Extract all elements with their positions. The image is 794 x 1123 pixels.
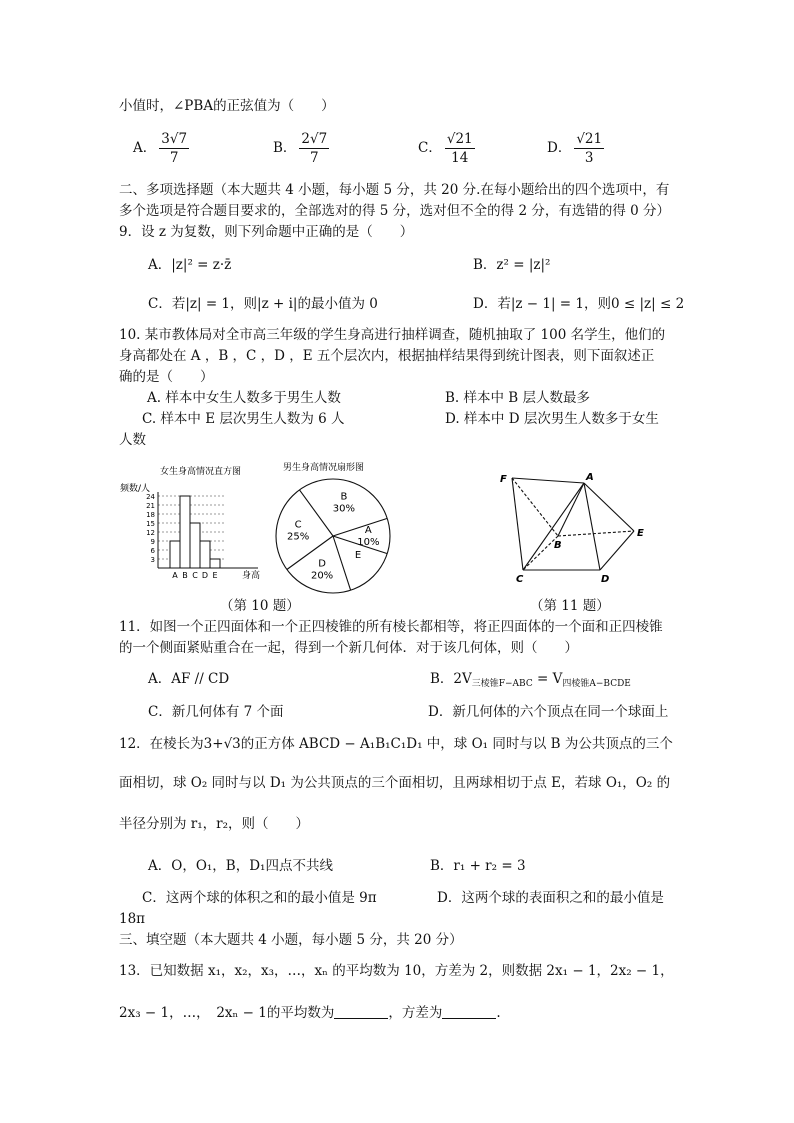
fraction-numerator: 2√7 xyxy=(301,131,328,147)
q13-line1: 13．已知数据 x₁，x₂，x₃，…，xₙ 的平均数为 10，方差为 2，则数据 2x₁ − 1，2x₂ − 1， xyxy=(119,963,674,979)
vertex-label-c: C xyxy=(516,574,524,585)
q9-option-b: B．z² = |z|² xyxy=(473,257,551,273)
pie-category-label: E xyxy=(354,549,362,561)
q10-line2: 身高都处在 A ，B ，C ，D ，E 五个层次内，根据抽样结果得到统计图表，则下面叙述正 xyxy=(119,348,655,364)
y-tick-label: 15 xyxy=(146,520,155,528)
caption-q11: （第 11 题） xyxy=(530,598,610,614)
histogram-y-ticks xyxy=(146,493,155,564)
fraction-denominator: 3 xyxy=(584,150,594,166)
pie-category-label: B xyxy=(340,491,348,503)
q10-option-b: B. 样本中 B 层人数最多 xyxy=(445,390,591,406)
x-tick-label: E xyxy=(212,571,218,580)
section3-heading: 三、填空题（本大题共 4 小题，每小题 5 分，共 20 分） xyxy=(119,932,463,948)
y-tick-label: 12 xyxy=(146,529,155,537)
histogram-bar xyxy=(170,541,180,568)
edge-bc xyxy=(523,536,558,570)
q11-b-main: B．2V xyxy=(430,671,472,687)
histogram-bar xyxy=(180,496,190,568)
q13-line2-text-c: . xyxy=(496,1005,501,1021)
q9-option-d: D．若|z − 1| = 1，则0 ≤ |z| ≤ 2 xyxy=(473,296,685,312)
q8-option-a xyxy=(133,131,192,166)
pie-title: 男生身高情况扇形图 xyxy=(283,463,365,473)
edge-fc xyxy=(512,478,523,570)
q10-line1: 10. 某市教体局对全市高三年级的学生身高进行抽样调查，随机抽取了 100 名学生，他们的 xyxy=(119,327,666,343)
q13-line2 xyxy=(119,1004,501,1022)
histogram xyxy=(120,465,260,581)
histogram-x-label: 身高 xyxy=(242,571,261,581)
y-tick-label: 21 xyxy=(146,502,155,510)
caption-q10: （第 10 题） xyxy=(220,598,300,614)
q12-option-b: B．r₁ + r₂ = 3 xyxy=(430,858,526,874)
q9-option-a: A．|z|² = z·z̄ xyxy=(148,257,232,273)
y-tick-label: 24 xyxy=(146,493,155,501)
q9-option-c: C．若|z| = 1，则|z + i|的最小值为 0 xyxy=(148,296,378,312)
fraction-numerator: √21 xyxy=(576,131,603,147)
q8-option-b xyxy=(273,131,332,166)
vertex-label-a: A xyxy=(586,472,594,483)
q12-line3: 半径分别为 r₁，r₂，则（ ） xyxy=(119,816,310,832)
histogram-x-ticks xyxy=(172,571,217,580)
section2-heading-line1: 二、多项选择题（本大题共 4 小题，每小题 5 分，共 20 分.在每小题给出的四个选项中，有 xyxy=(119,182,670,198)
q9-stem: 9．设 z 为复数，则下列命题中正确的是（ ） xyxy=(119,224,414,240)
edge-ac xyxy=(523,483,584,570)
q11-line1: 11．如图一个正四面体和一个正四棱锥的所有棱长都相等，将正四面体的一个面和正四棱锥 xyxy=(119,619,663,635)
solid-labels xyxy=(500,472,644,585)
x-tick-label: A xyxy=(172,571,178,580)
vertex-label-f: F xyxy=(500,474,507,485)
q11-option-c: C．新几何体有 7 个面 xyxy=(148,704,284,720)
section2-heading-line2: 多个选项是符合题目要求的，全部选对的得 5 分，选对但不全的得 2 分，有选错的得 0 分） xyxy=(119,203,671,219)
fraction-numerator: 3√7 xyxy=(161,131,188,147)
q10-option-d: D. 样本中 D 层次男生人数多于女生 xyxy=(445,411,659,427)
pie-percent-label: 25% xyxy=(286,531,310,543)
option-label: A． xyxy=(133,140,157,156)
q12-option-d: D．这两个球的表面积之和的最小值是 xyxy=(437,890,664,906)
option-label: C． xyxy=(418,140,442,156)
q12-option-a: A．O，O₁，B，D₁四点不共线 xyxy=(148,858,333,874)
pie-category-label: D xyxy=(318,558,326,570)
y-tick-label: 18 xyxy=(146,511,155,519)
option-label: D． xyxy=(547,140,572,156)
histogram-bar xyxy=(190,523,200,568)
option-label: B． xyxy=(273,140,297,156)
q12-line1: 12．在棱长为3+√3的正方体 ABCD − A₁B₁C₁D₁ 中，球 O₁ 同时与以 B 为公共顶点的三个 xyxy=(119,736,673,752)
q12-option-c: C．这两个球的体积之和的最小值是 9π xyxy=(142,890,377,906)
q11-option-b xyxy=(430,670,631,693)
histogram-y-label: 频数/人 xyxy=(120,484,151,494)
histogram-bar xyxy=(200,541,210,568)
edge-ab xyxy=(558,483,584,536)
fraction-numerator: √21 xyxy=(446,131,473,147)
edge-fb xyxy=(512,478,558,536)
fraction-denominator: 7 xyxy=(169,150,179,166)
answer-blank-mean[interactable] xyxy=(334,1006,388,1019)
q11-option-a: A．AF // CD xyxy=(148,671,230,687)
q13-line2-text-b: ，方差为 xyxy=(388,1005,443,1021)
vertex-label-b: B xyxy=(554,540,562,551)
y-tick-label: 9 xyxy=(150,538,155,546)
solid-figure xyxy=(512,478,634,570)
q8-option-c xyxy=(418,131,478,166)
x-tick-label: C xyxy=(192,571,198,580)
q11-b-eq: = V xyxy=(532,671,563,687)
q13-line2-text-a: 2x₃ − 1，…， 2xₙ − 1的平均数为 xyxy=(119,1005,335,1021)
y-tick-label: 3 xyxy=(150,556,155,564)
pie-percent-label: 30% xyxy=(332,503,356,515)
q12-option-d-cont: 18π xyxy=(119,911,146,927)
q8-tail: 小值时，∠PBA的正弦值为（ ） xyxy=(119,98,335,114)
answer-blank-variance[interactable] xyxy=(442,1006,496,1019)
vertex-label-d: D xyxy=(601,574,610,585)
edge-be xyxy=(558,531,634,536)
q11-b-sub2: 四棱锥A−BCDE xyxy=(562,679,631,689)
q10-option-d-cont: 人数 xyxy=(119,432,146,448)
q10-option-c: C. 样本中 E 层次男生人数为 6 人 xyxy=(142,411,345,427)
fraction-denominator: 7 xyxy=(310,150,319,166)
histogram-title: 女生身高情况直方图 xyxy=(160,467,242,477)
pie-percent-label: 10% xyxy=(357,537,380,548)
pie-chart xyxy=(276,461,390,593)
figure-area xyxy=(118,458,678,618)
q12-line2: 面相切，球 O₂ 同时与以 D₁ 为公共顶点的三个面相切，且两球相切于点 E，若球 O₁，O₂ 的 xyxy=(119,775,671,791)
vertex-label-e: E xyxy=(637,528,644,539)
q11-option-d: D．新几何体的六个顶点在同一个球面上 xyxy=(428,704,669,720)
histogram-bars xyxy=(170,496,220,568)
x-tick-label: B xyxy=(182,571,188,580)
q10-option-a: A. 样本中女生人数多于男生人数 xyxy=(147,390,341,406)
edge-de xyxy=(600,531,634,570)
pie-category-label: A xyxy=(364,525,372,536)
histogram-bar xyxy=(210,559,220,568)
edge-fa xyxy=(512,478,584,483)
pie-percent-label: 20% xyxy=(310,570,334,582)
q8-option-d xyxy=(547,131,607,166)
x-tick-label: D xyxy=(201,571,209,580)
y-tick-label: 6 xyxy=(150,547,155,555)
pie-category-label: C xyxy=(294,519,302,531)
q11-b-sub1: 三棱锥F−ABC xyxy=(471,679,533,689)
q10-line3: 确的是（ ） xyxy=(119,369,214,385)
q11-line2: 的一个侧面紧贴重合在一起，得到一个新几何体．对于该几何体，则（ ） xyxy=(119,640,578,656)
fraction-denominator: 14 xyxy=(451,150,469,166)
